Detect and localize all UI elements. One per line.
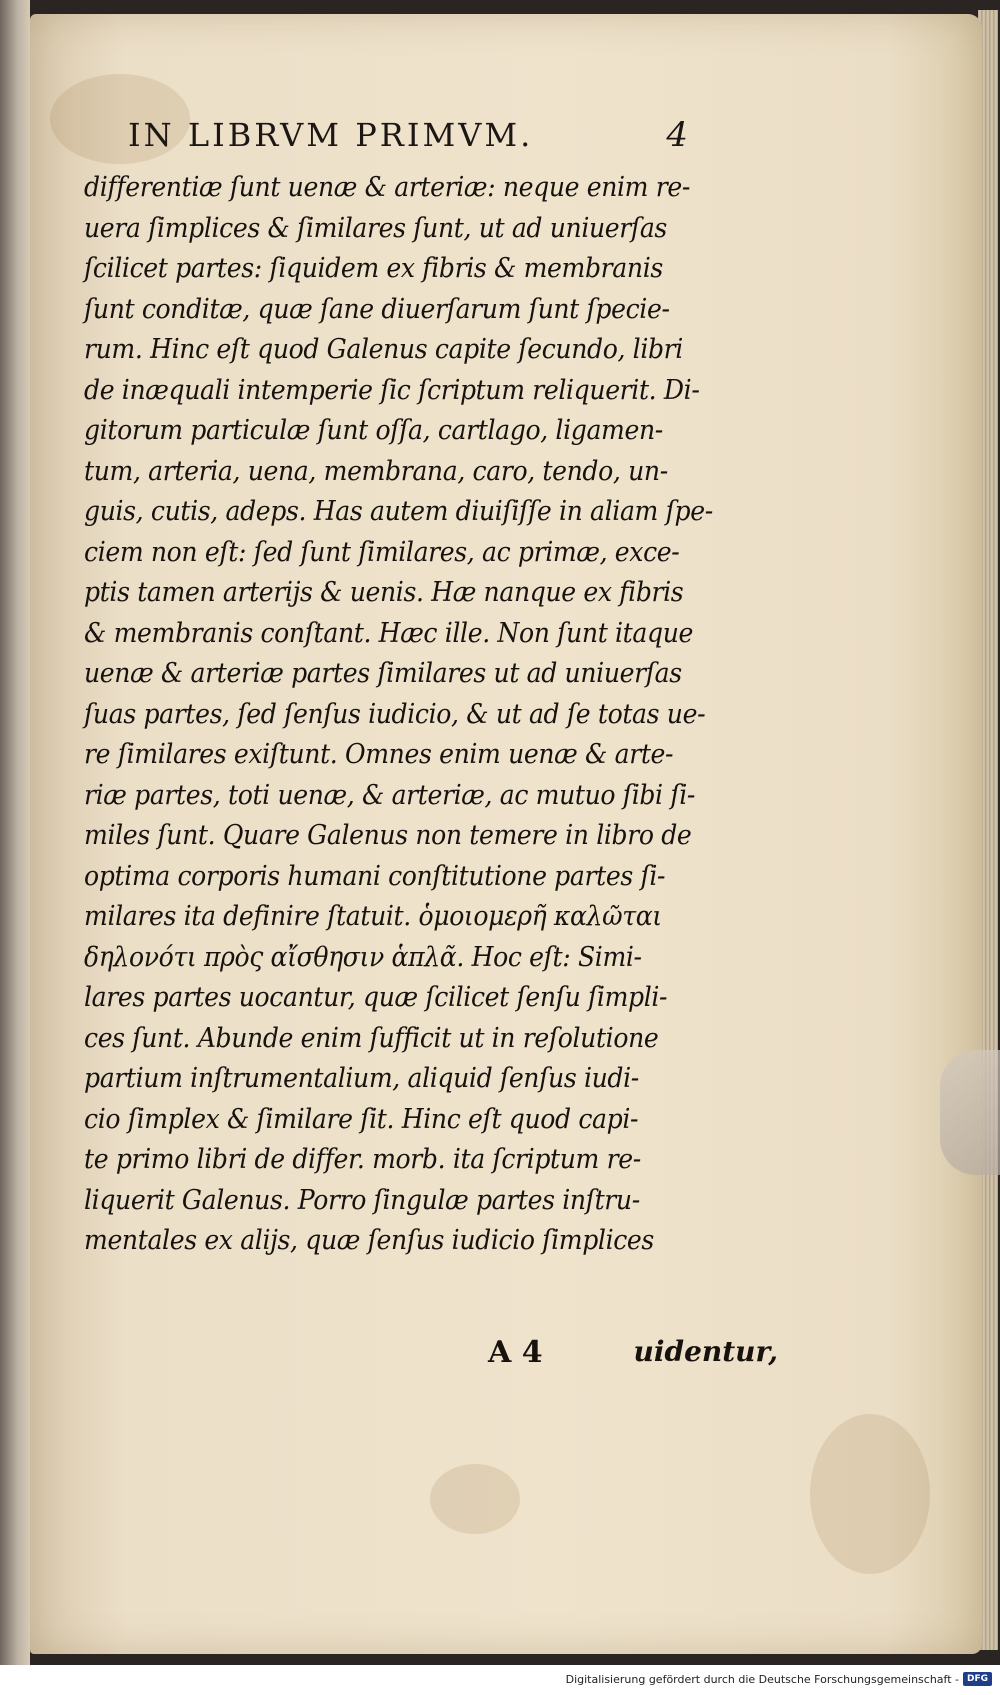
text-line: gitorum particulæ ſunt oſſa, cartlago, ligamen- — [84, 415, 663, 446]
text-line: mentales ex alijs, quæ ſenſus iudicio ſimplices — [84, 1225, 654, 1256]
text-line: uera ſimplices & ſimilares ſunt, ut ad uniuerſas — [84, 212, 667, 244]
running-title: IN LIBRVM PRIMVM. — [128, 116, 534, 154]
text-line: cio ſimplex & ſimilare ſit. Hinc eſt quod capi- — [84, 1103, 639, 1135]
text-line: & membranis conſtant. Hæc ille. Non ſunt itaque — [84, 617, 694, 649]
text-line: uenæ & arteriæ partes ſimilares ut ad uniuerſas — [84, 658, 682, 689]
text-line: ſcilicet partes: ſiquidem ex fibris & membranis — [84, 253, 663, 284]
text-line: ces ſunt. Abunde enim ſufficit ut in reſolutione — [84, 1022, 659, 1054]
text-line: partium inſtrumentalium, aliquid ſenſus iudi- — [84, 1063, 639, 1094]
signature-mark: A 4 — [488, 1335, 543, 1370]
book-gutter — [0, 0, 30, 1665]
text-line: miles ſunt. Quare Galenus non temere in libro de — [84, 820, 692, 851]
text-line: guis, cutis, adeps. Has autem diuiſiſſe in aliam ſpe- — [84, 496, 713, 527]
page-footer — [488, 1335, 778, 1370]
text-line: te primo libri de differ. morb. ita ſcriptum re- — [84, 1144, 641, 1175]
digitization-credit — [566, 1672, 992, 1686]
text-line: ſunt conditæ, quæ ſane diuerſarum ſunt ſpecie- — [84, 293, 670, 325]
page-number: 4 — [666, 115, 688, 155]
text-line: riæ partes, toti uenæ, & arteriæ, ac mutuo ſibi ſi- — [84, 779, 696, 811]
text-line: ptis tamen arterijs & uenis. Hæ nanque ex fibris — [84, 577, 684, 608]
page-clip — [940, 1050, 1000, 1175]
page-header — [128, 115, 688, 155]
text-line: ſuas partes, ſed ſenſus iudicio, & ut ad ſe totas ue- — [84, 698, 706, 730]
catchword: uidentur, — [633, 1335, 778, 1368]
text-line: optima corporis humani conſtitutione partes ſi- — [84, 860, 666, 892]
text-line: differentiæ ſunt uenæ & arteriæ: neque enim re- — [84, 172, 690, 203]
paper-stain — [430, 1464, 520, 1534]
text-line: ciem non eſt: ſed ſunt ſimilares, ac primæ, exce- — [84, 536, 680, 568]
paper-stain — [810, 1414, 930, 1574]
text-line: de inæquali intemperie ſic ſcriptum reliquerit. Di- — [84, 374, 700, 406]
text-line: rum. Hinc eſt quod Galenus capite ſecundo, libri — [84, 334, 683, 365]
text-line: re ſimilares exiſtunt. Omnes enim uenæ & arte- — [84, 739, 674, 770]
text-line: tum, arteria, uena, membrana, caro, tendo, un- — [84, 455, 668, 487]
text-line: lares partes uocantur, quæ ſcilicet ſenſu ſimpli- — [84, 982, 668, 1013]
text-line: milares ita definire ſtatuit. ὁμοιομερῆ καλῶται — [84, 901, 662, 932]
body-text — [84, 168, 734, 1262]
credit-text: Digitalisierung gefördert durch die Deutsche Forschungsgemeinschaft - — [565, 1672, 959, 1686]
text-line: δηλονότι πρὸς αἴσθησιν ἁπλᾶ. Hoc eſt: Simi- — [84, 941, 642, 973]
dfg-logo: DFG — [963, 1672, 992, 1686]
text-line: liquerit Galenus. Porro ſingulæ partes inſtru- — [84, 1184, 640, 1216]
